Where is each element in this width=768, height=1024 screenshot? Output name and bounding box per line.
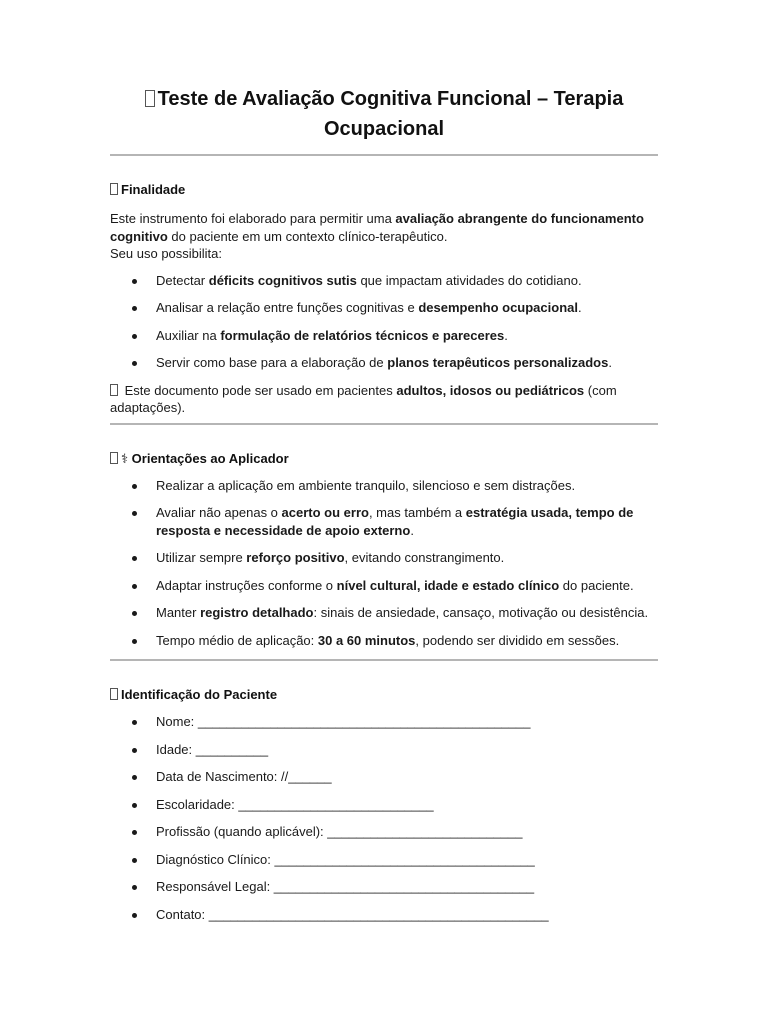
list-item: Auxiliar na formulação de relatórios técnicos e pareceres. <box>110 327 658 345</box>
divider <box>110 659 658 661</box>
list-item: Avaliar não apenas o acerto ou erro, mas também a estratégia usada, tempo de resposta e necessidade de apoio externo. <box>110 504 658 539</box>
list-item: Realizar a aplicação em ambiente tranquilo, silencioso e sem distrações. <box>110 477 658 495</box>
missing-glyph-icon <box>110 688 118 700</box>
form-field-escolaridade: Escolaridade: ___________________________ <box>110 796 658 814</box>
section-heading-identificacao: Identificação do Paciente <box>110 686 658 704</box>
missing-glyph-icon <box>110 384 118 396</box>
medical-symbol-icon: ⚕ <box>121 450 129 466</box>
list-item: Utilizar sempre reforço positivo, evitando constrangimento. <box>110 549 658 567</box>
document-title: Teste de Avaliação Cognitiva Funcional – Terapia Ocupacional <box>110 84 658 144</box>
list-item: Analisar a relação entre funções cognitivas e desempenho ocupacional. <box>110 299 658 317</box>
list-item: Detectar déficits cognitivos sutis que impactam atividades do cotidiano. <box>110 272 658 290</box>
form-field-profissao: Profissão (quando aplicável): ___________________________ <box>110 823 658 841</box>
form-field-diagnostico: Diagnóstico Clínico: ____________________________________ <box>110 851 658 869</box>
finalidade-intro: Este instrumento foi elaborado para permitir uma avaliação abrangente do funcionamento cognitivo do paciente em um contexto clínico-terapêutico. Seu uso possibilita: <box>110 211 644 261</box>
form-field-data-nascimento: Data de Nascimento: //______ <box>110 768 658 786</box>
form-field-responsavel: Responsável Legal: ____________________________________ <box>110 878 658 896</box>
missing-glyph-icon <box>110 183 118 195</box>
finalidade-note: Este documento pode ser usado em pacientes adultos, idosos ou pediátricos (com adaptações). <box>110 382 617 415</box>
divider <box>110 423 658 425</box>
section-heading-orientacoes: ⚕ Orientações ao Aplicador <box>110 450 658 468</box>
form-field-nome: Nome: ______________________________________________ <box>110 713 658 731</box>
list-item: Tempo médio de aplicação: 30 a 60 minutos, podendo ser dividido em sessões. <box>110 632 658 650</box>
divider <box>110 154 658 156</box>
form-field-contato: Contato: _______________________________________________ <box>110 906 658 924</box>
identificacao-list <box>110 713 658 923</box>
missing-glyph-icon <box>145 90 155 107</box>
orientacoes-list <box>110 477 658 650</box>
form-field-idade: Idade: __________ <box>110 741 658 759</box>
list-item: Manter registro detalhado: sinais de ansiedade, cansaço, motivação ou desistência. <box>110 604 658 622</box>
finalidade-list <box>110 272 658 372</box>
list-item: Servir como base para a elaboração de planos terapêuticos personalizados. <box>110 354 658 372</box>
missing-glyph-icon <box>110 452 118 464</box>
document-content <box>110 84 658 923</box>
list-item: Adaptar instruções conforme o nível cultural, idade e estado clínico do paciente. <box>110 577 658 595</box>
section-heading-finalidade: Finalidade <box>110 181 658 199</box>
